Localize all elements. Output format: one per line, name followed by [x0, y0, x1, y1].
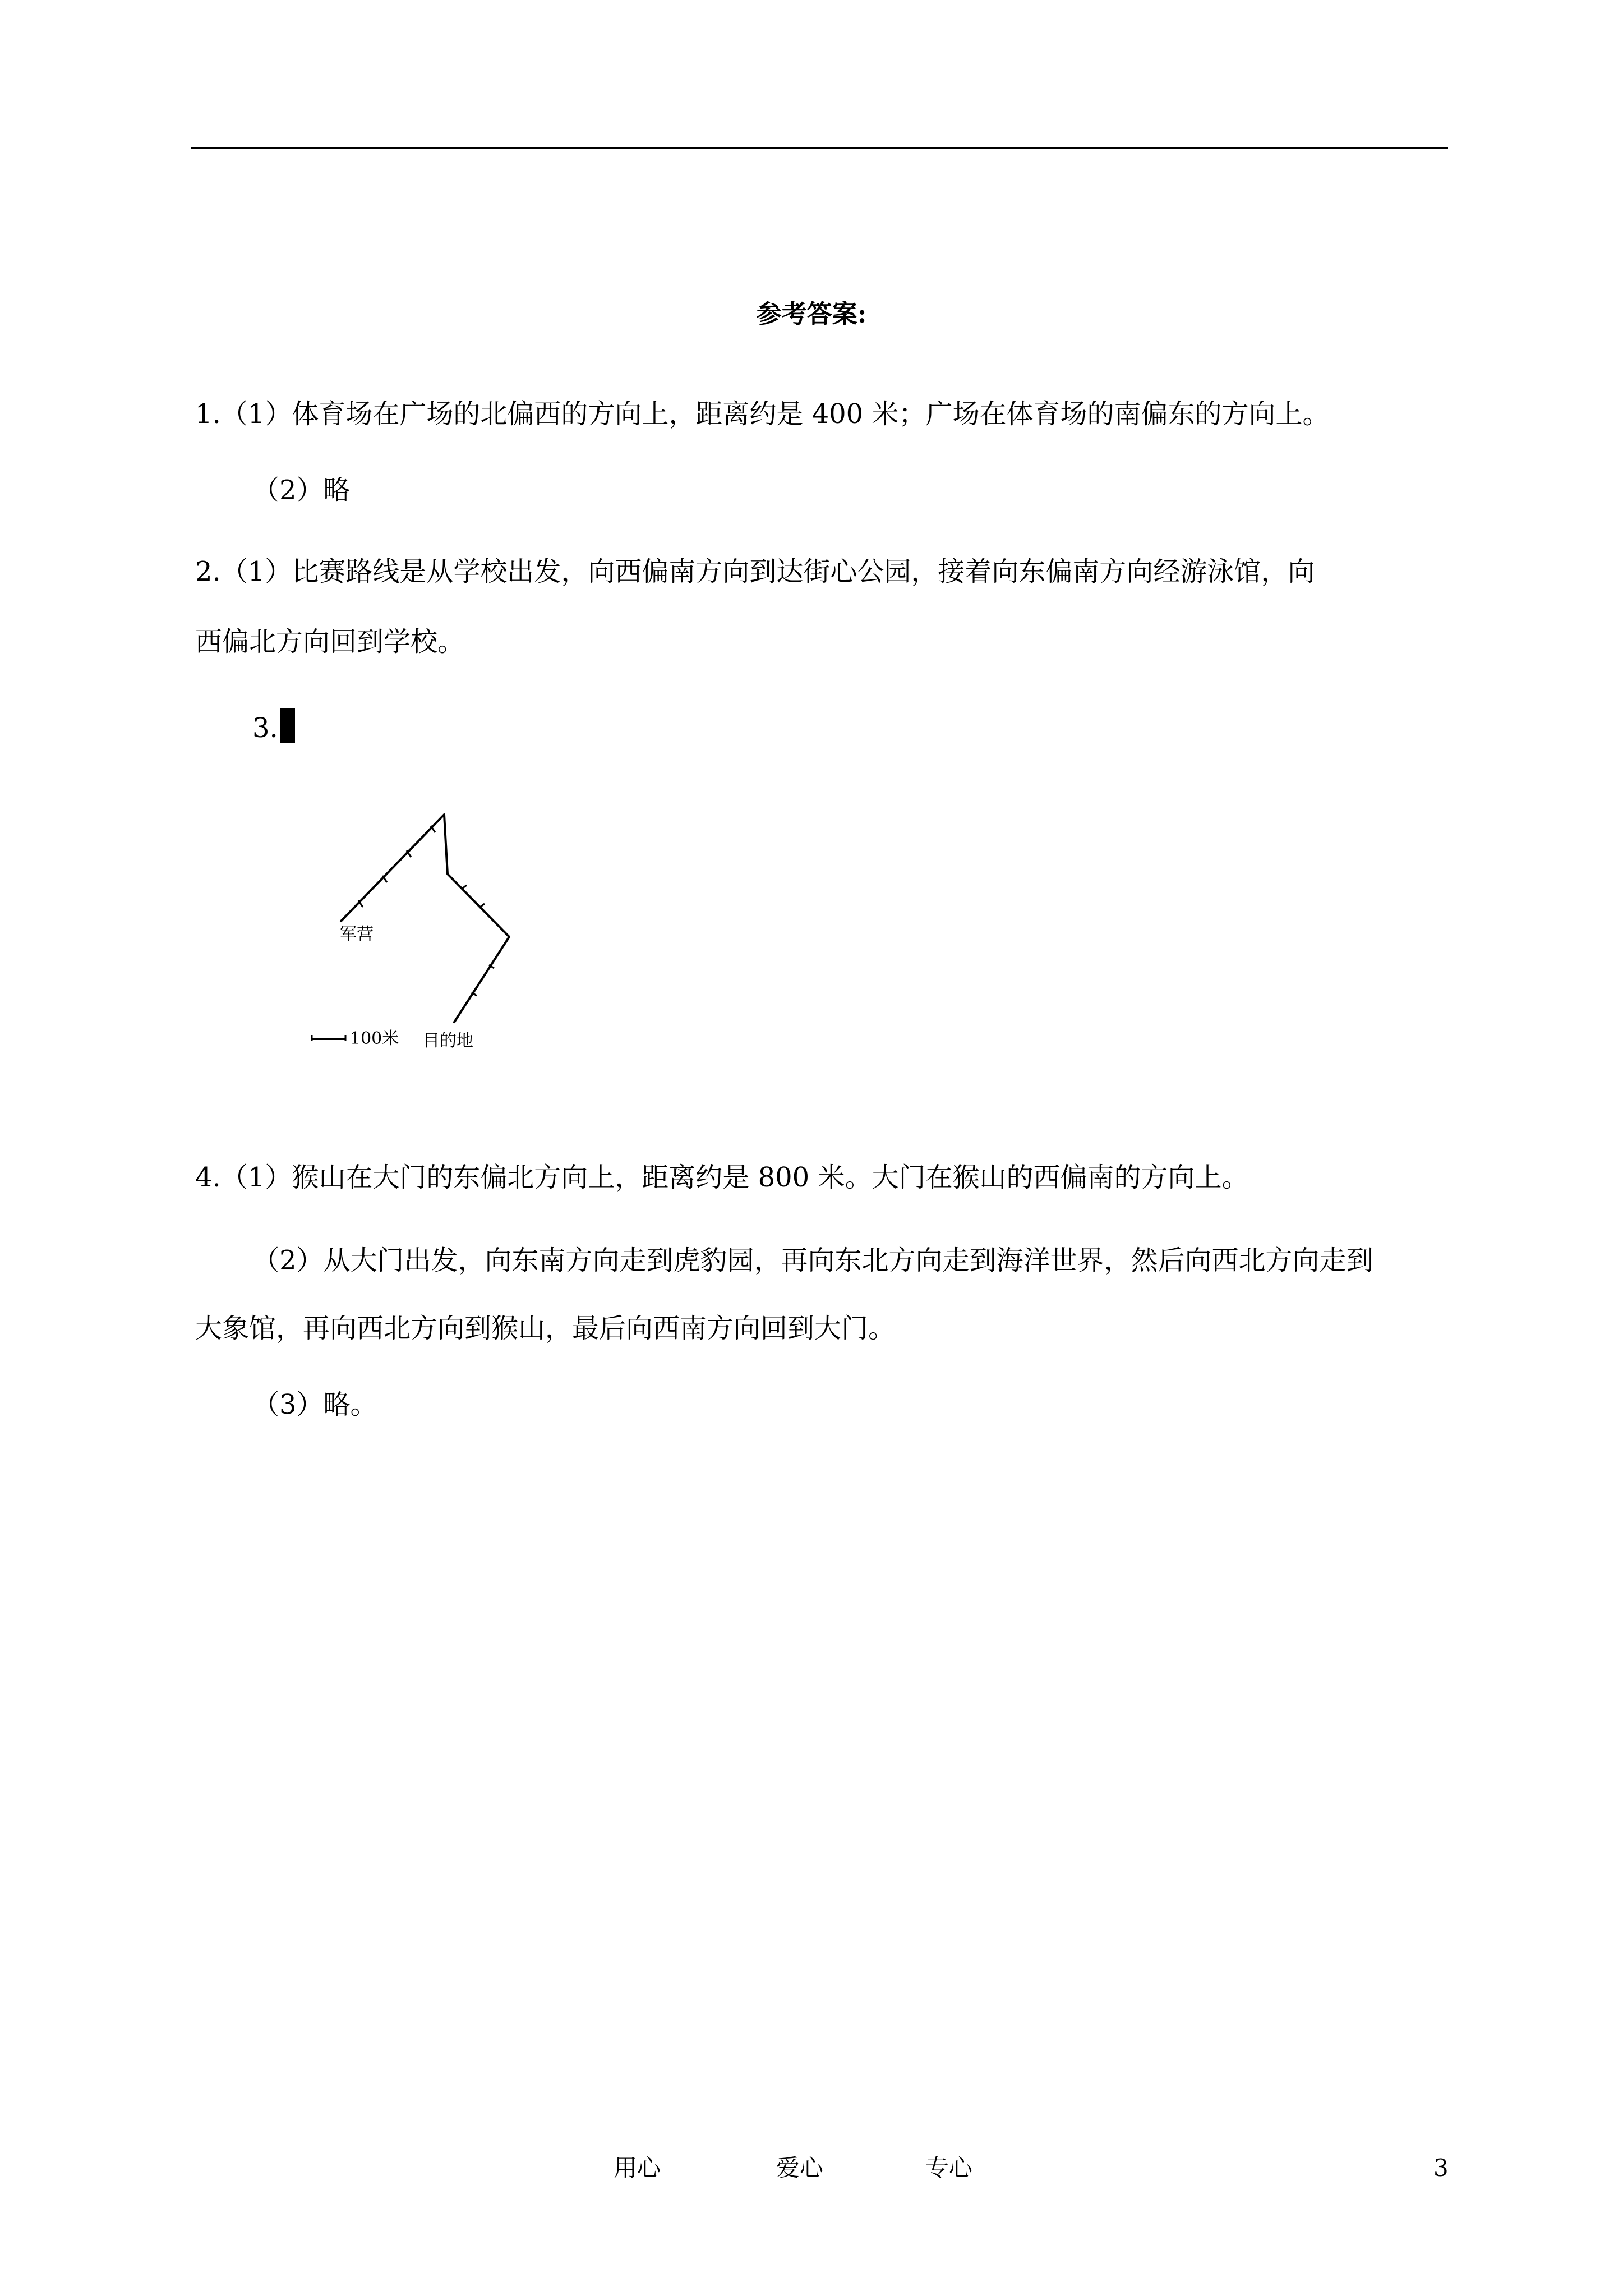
- route-tick: [462, 885, 467, 889]
- label-start: 军营: [340, 924, 374, 944]
- answer-2-line-1: 2.（1）比赛路线是从学校出发，向西偏南方向到达街心公园，接着向东偏南方向经游泳馆，向: [195, 556, 1315, 587]
- answer-2-line-2: 西偏北方向回到学校。: [195, 626, 465, 657]
- answer-4-part-3: （3）略。: [252, 1389, 377, 1420]
- answer-4-part-2-line-1: （2）从大门出发，向东南方向走到虎豹园，再向东北方向走到海洋世界，然后向西北方向走到: [252, 1245, 1373, 1276]
- footer-word-3: 专心: [925, 2154, 973, 2182]
- scale-label: 100米: [350, 1029, 399, 1048]
- label-end: 目的地: [423, 1031, 473, 1051]
- answer-3-number: 3.: [252, 712, 278, 744]
- page-title: 参考答案:: [756, 299, 867, 329]
- footer-word-1: 用心: [614, 2154, 661, 2182]
- route-path: [341, 815, 509, 1022]
- page-number: 3: [1433, 2154, 1449, 2182]
- route-diagram-svg: [292, 802, 538, 1066]
- answer-1-part-1: 1.（1）体育场在广场的北偏西的方向上，距离约是 400 米；广场在体育场的南偏东的方向上。: [195, 398, 1330, 430]
- answer-4-part-1: 4.（1）猴山在大门的东偏北方向上，距离约是 800 米。大门在猴山的西偏南的方向上。: [195, 1162, 1249, 1193]
- answer-1-part-2: （2）略: [252, 475, 351, 506]
- answer-3: [252, 708, 295, 746]
- route-diagram: [292, 802, 538, 1066]
- route-tick: [480, 904, 485, 907]
- text-cursor: [280, 708, 295, 743]
- header-rule: [191, 147, 1448, 149]
- answer-4-part-2-line-2: 大象馆，再向西北方向到猴山，最后向西南方向回到大门。: [195, 1313, 896, 1344]
- footer-word-2: 爱心: [776, 2154, 824, 2182]
